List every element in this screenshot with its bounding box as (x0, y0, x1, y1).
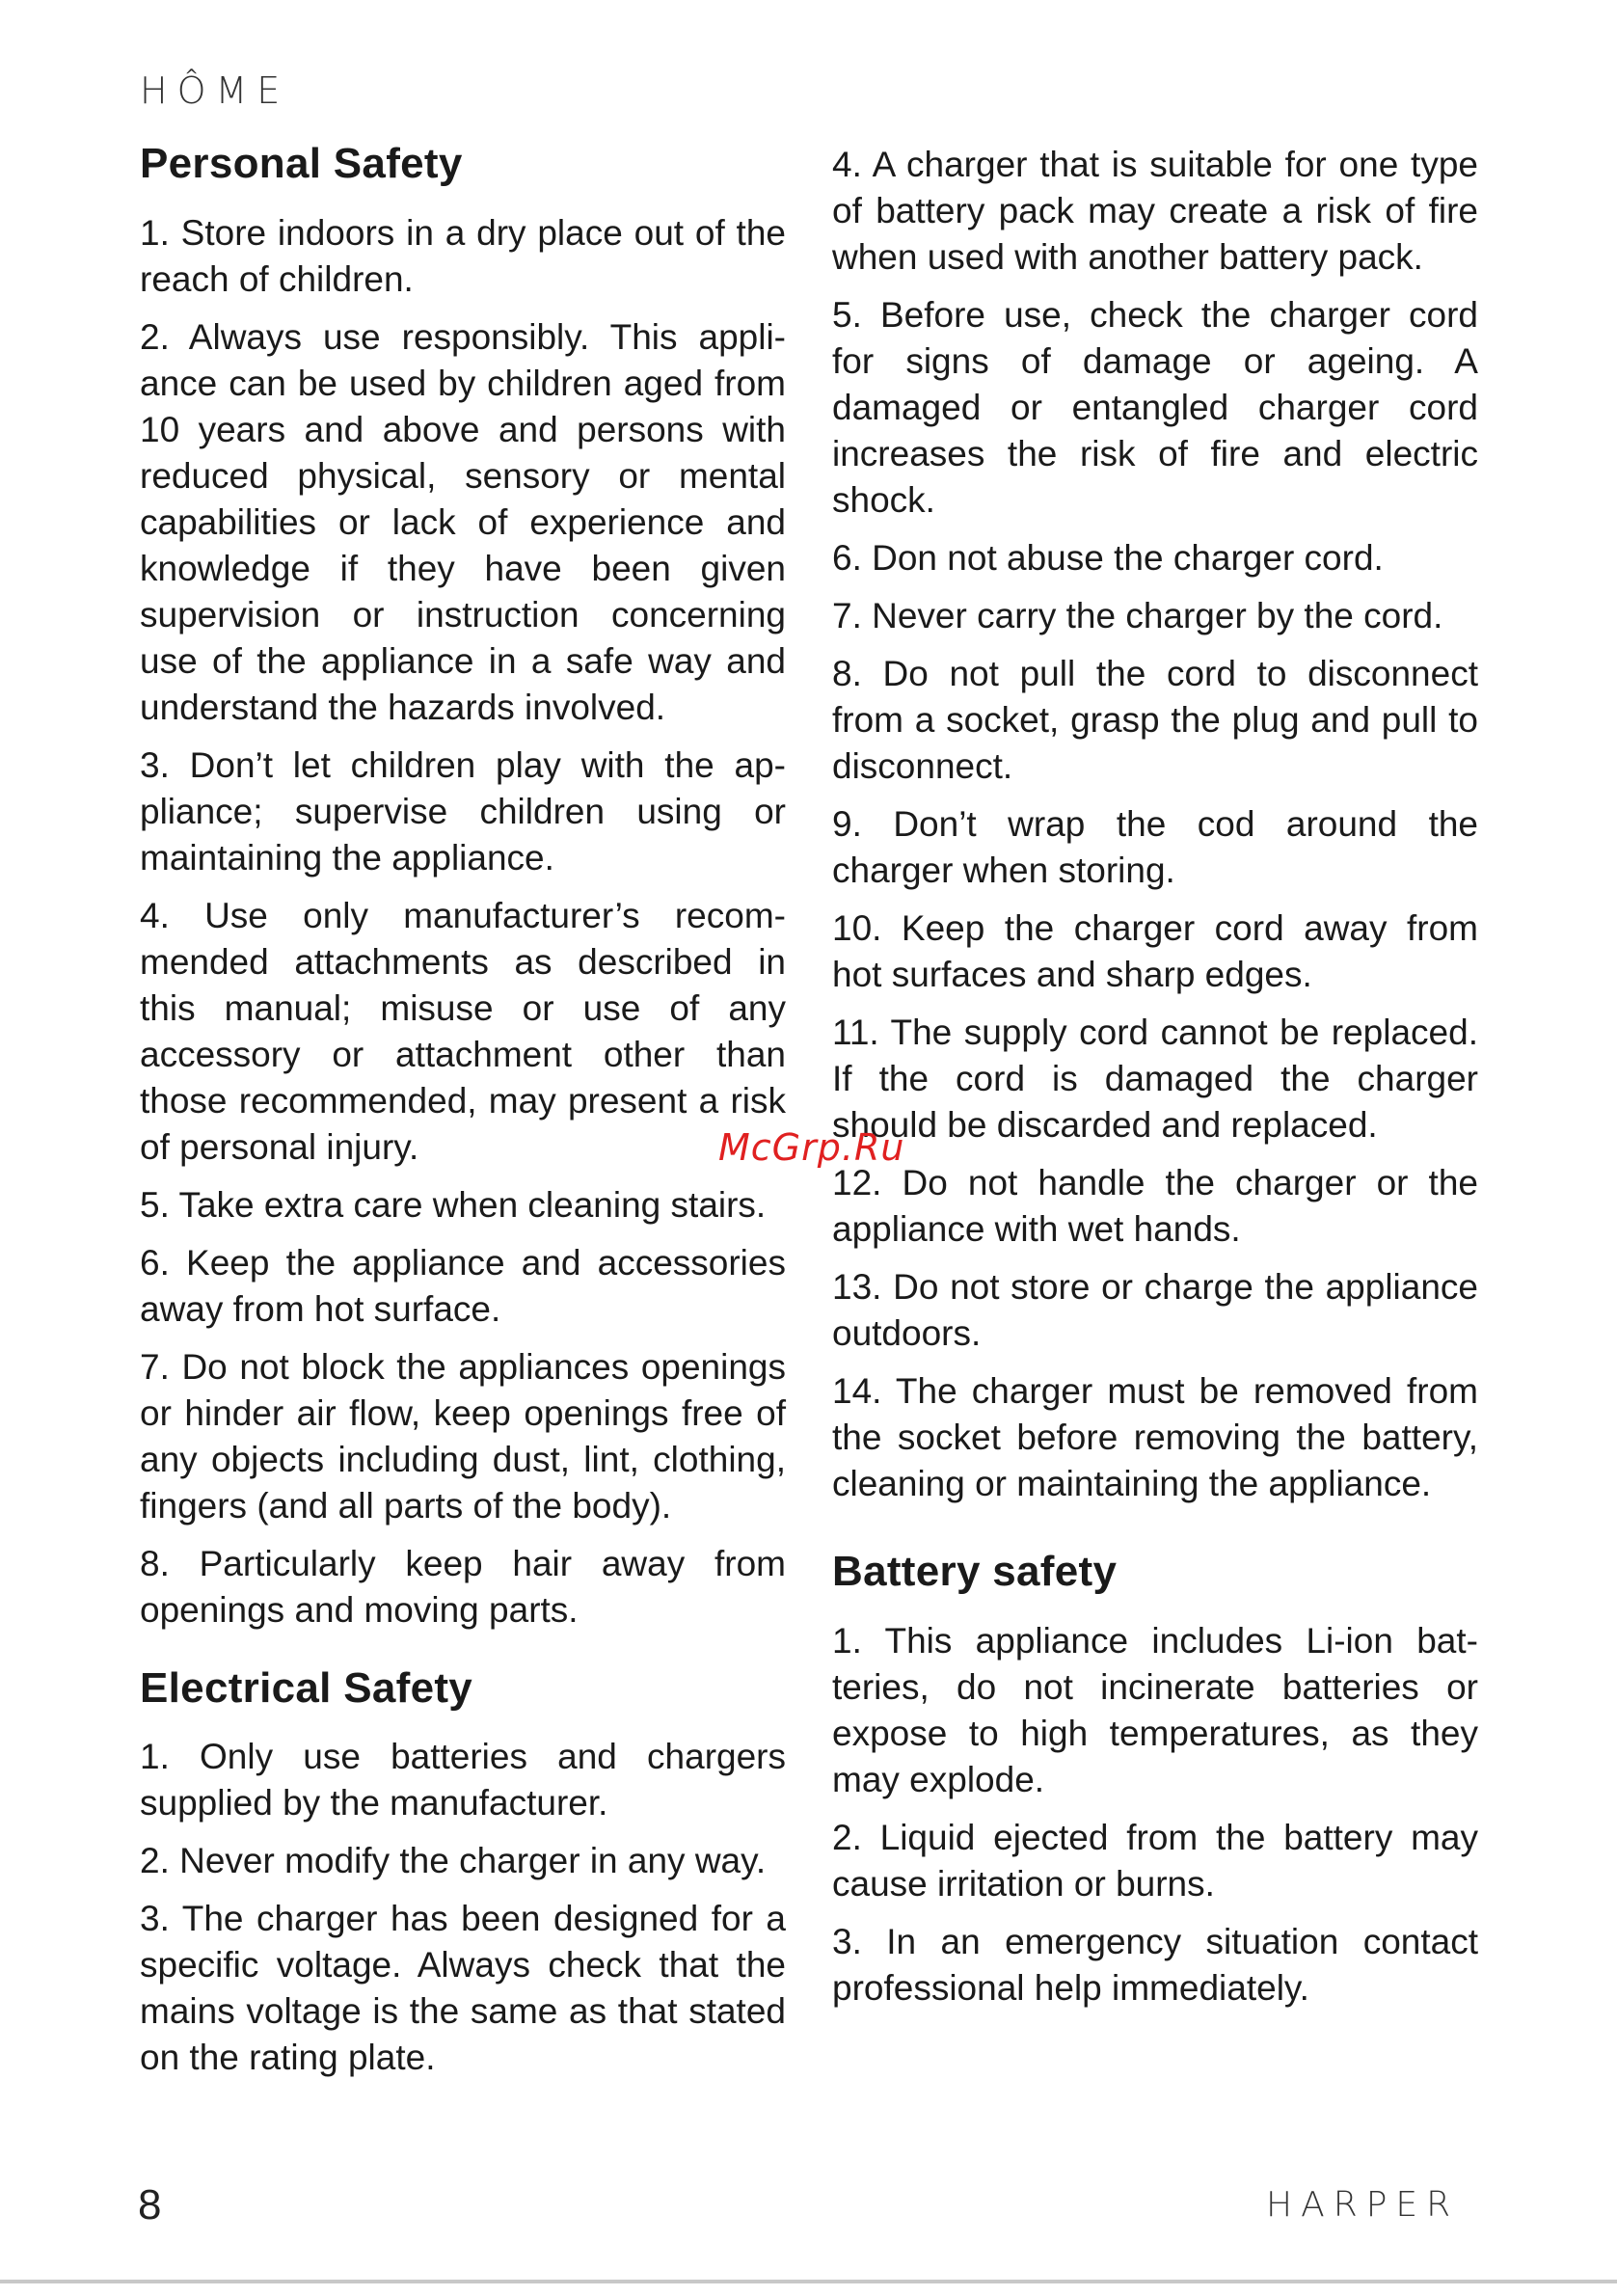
electrical-safety-item: 4. A charger that is suitable for one type of battery pack may create a risk of fire when used with another battery pack. (832, 145, 1478, 277)
electrical-safety-item: 5. Before use, check the charger cord for signs of damage or ageing. A damaged or entangled charger cord increases the risk of fire and electric shock. (832, 295, 1478, 520)
bottom-divider (0, 2280, 1617, 2283)
personal-safety-item: 7. Do not block the appliances openings or hinder air flow, keep openings free of any objects including dust, lint, clothing, fingers (and all parts of the body). (140, 1346, 786, 1526)
battery-safety-item: 2. Liquid ejected from the battery may cause irritation or burns. (832, 1817, 1478, 1904)
battery-safety-item: 1. This appliance includes Li-ion batteries, do not incinerate batteries or expose to high temperatures, as they may explode. (832, 1620, 1478, 1799)
electrical-safety-item: 14. The charger must be removed from the socket before removing the battery, cleaning or maintaining the appliance. (832, 1371, 1478, 1503)
personal-safety-item: 8. Particularly keep hair away from openings and moving parts. (140, 1543, 786, 1630)
battery-safety-item: 3. In an emergency situation contact professional help immediately. (832, 1921, 1478, 2008)
electrical-safety-item: 11. The supply cord cannot be replaced. If the cord is damaged the charger should be discarded and replaced. (832, 1013, 1478, 1145)
personal-safety-item: 1. Store indoors in a dry place out of the reach of children. (140, 212, 786, 299)
left-column (140, 140, 786, 2093)
electrical-safety-item: 2. Never modify the charger in any way. (140, 1841, 767, 1881)
right-column (832, 140, 1478, 2023)
page-number: 8 (138, 2181, 162, 2228)
electrical-safety-item: 13. Do not store or charge the appliance outdoors. (832, 1267, 1478, 1353)
brand-logo: HARPER (1266, 2185, 1460, 2225)
watermark: McGrp.Ru (718, 1126, 905, 1169)
electrical-safety-item: 7. Never carry the charger by the cord. (832, 596, 1443, 635)
home-logo: HÔME (140, 69, 290, 112)
personal-safety-heading: Personal Safety (140, 140, 463, 187)
personal-safety-item: 6. Keep the appliance and accessories away from hot surface. (140, 1242, 786, 1329)
electrical-safety-item: 9. Don’t wrap the cod around the charger when storing. (832, 804, 1478, 890)
electrical-safety-item: 10. Keep the charger cord away from hot surfaces and sharp edges. (832, 908, 1478, 994)
electrical-safety-item: 3. The charger has been designed for a specific voltage. Always check that the mains voltage is the same as that stated on the rating plate. (140, 1899, 786, 2078)
personal-safety-item: 2. Always use responsibly. This appliance can be used by children aged from 10 years and above and persons with reduced physical, sensory or mental capabilities or lack of experience and knowledge if they have been given supervision or instruction concerning use of the appliance in a safe way and understand the hazards involved. (140, 316, 786, 727)
electrical-safety-heading: Electrical Safety (140, 1663, 473, 1712)
electrical-safety-item: 8. Do not pull the cord to disconnect from a socket, grasp the plug and pull to disconnect. (832, 654, 1478, 786)
personal-safety-item: 4. Use only manufacturer’s recommended attachments as described in this manual; misuse or use of any accessory or attachment other than those recommended, may present a risk of personal injury. (140, 895, 786, 1167)
personal-safety-item: 3. Don’t let children play with the appliance; supervise children using or maintaining the appliance. (140, 744, 786, 878)
personal-safety-item: 5. Take extra care when cleaning stairs. (140, 1184, 767, 1225)
electrical-safety-item: 12. Do not handle the charger or the appliance with wet hands. (832, 1163, 1478, 1249)
electrical-safety-item: 1. Only use batteries and chargers supplied by the manufacturer. (140, 1737, 786, 1823)
electrical-safety-item: 6. Don not abuse the charger cord. (832, 538, 1384, 578)
battery-safety-heading: Battery safety (832, 1548, 1118, 1595)
